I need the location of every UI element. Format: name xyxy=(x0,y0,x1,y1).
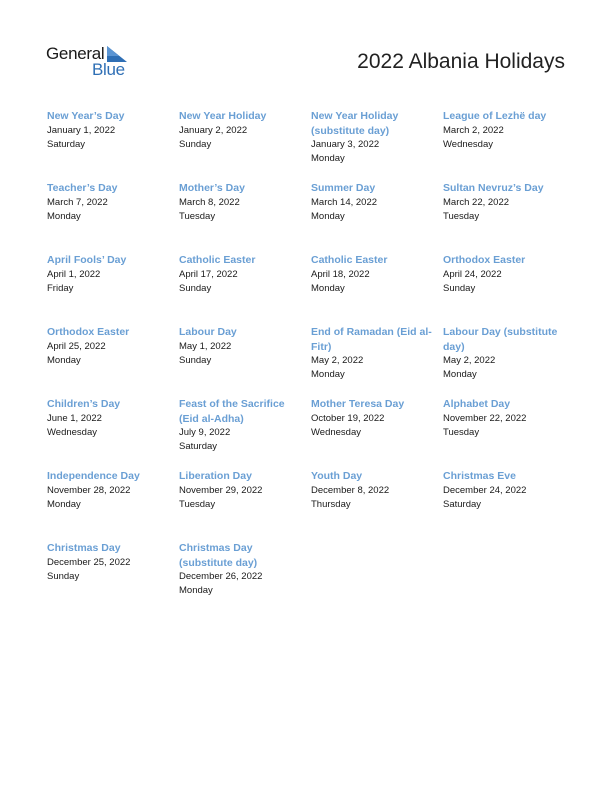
holiday-weekday: Saturday xyxy=(179,441,218,452)
holiday-name: Mother’s Day xyxy=(179,182,245,194)
holiday-item xyxy=(47,325,179,397)
holiday-name: Catholic Easter xyxy=(311,254,388,266)
holiday-date: July 9, 2022 xyxy=(179,427,231,438)
holiday-item xyxy=(179,397,311,469)
holiday-weekday: Saturday xyxy=(443,498,482,510)
holiday-item xyxy=(443,181,577,253)
holiday-date: January 2, 2022 xyxy=(179,124,248,136)
holiday-weekday: Monday xyxy=(443,369,477,380)
holiday-name: Christmas Day (substitute day) xyxy=(179,542,258,569)
holiday-weekday: Monday xyxy=(311,369,345,380)
holiday-name: Summer Day xyxy=(311,182,376,194)
holiday-item xyxy=(443,325,577,397)
holiday-date: December 26, 2022 xyxy=(179,571,263,582)
holiday-name: Teacher’s Day xyxy=(47,182,118,194)
holiday-item xyxy=(47,397,179,469)
holiday-date: May 1, 2022 xyxy=(179,340,232,352)
holiday-name: Orthodox Easter xyxy=(443,254,526,266)
holiday-item xyxy=(179,181,311,253)
holiday-date: January 1, 2022 xyxy=(47,124,116,136)
holiday-name: April Fools’ Day xyxy=(47,254,127,266)
holiday-name: New Year Holiday (substitute day) xyxy=(311,110,399,137)
holiday-weekday: Monday xyxy=(47,210,81,222)
holiday-item xyxy=(311,325,443,397)
holiday-item xyxy=(311,181,443,253)
holiday-date: November 22, 2022 xyxy=(443,412,527,424)
holiday-weekday: Sunday xyxy=(47,570,80,582)
holiday-weekday: Tuesday xyxy=(443,426,480,438)
holiday-weekday: Monday xyxy=(311,282,345,294)
holiday-weekday: Tuesday xyxy=(179,498,216,510)
holiday-weekday: Saturday xyxy=(47,138,86,150)
holiday-grid xyxy=(47,109,577,613)
holiday-weekday: Wednesday xyxy=(47,426,97,438)
holiday-weekday: Tuesday xyxy=(443,210,480,222)
holiday-name: League of Lezhë day xyxy=(443,110,547,122)
holiday-name: Liberation Day xyxy=(179,470,252,482)
holiday-name: Sultan Nevruz’s Day xyxy=(443,182,544,194)
holiday-weekday: Sunday xyxy=(179,138,212,150)
holiday-name: Labour Day xyxy=(179,326,237,338)
holiday-weekday: Thursday xyxy=(311,498,351,510)
holiday-date: March 7, 2022 xyxy=(47,196,108,208)
holiday-name: Labour Day (substitute day) xyxy=(443,326,558,353)
holiday-date: December 8, 2022 xyxy=(311,484,390,496)
holiday-weekday: Monday xyxy=(179,585,213,596)
holiday-item xyxy=(443,253,577,325)
holiday-name: Independence Day xyxy=(47,470,140,482)
holiday-date: April 18, 2022 xyxy=(311,268,370,280)
holiday-name: Catholic Easter xyxy=(179,254,256,266)
page-title: 2022 Albania Holidays xyxy=(357,50,565,73)
holiday-item xyxy=(179,541,311,613)
holiday-weekday: Monday xyxy=(311,153,345,164)
logo-text-blue: Blue xyxy=(92,60,125,79)
holiday-date: May 2, 2022 xyxy=(311,355,364,366)
holiday-item xyxy=(443,469,577,541)
holiday-item xyxy=(179,109,311,181)
holiday-item xyxy=(47,469,179,541)
holiday-name: Orthodox Easter xyxy=(47,326,130,338)
holiday-item xyxy=(47,109,179,181)
holiday-date: December 25, 2022 xyxy=(47,556,131,568)
holiday-item xyxy=(311,109,443,181)
holiday-weekday: Monday xyxy=(47,498,81,510)
holiday-item xyxy=(443,109,577,181)
holiday-name: Children’s Day xyxy=(47,398,121,410)
holiday-name: Feast of the Sacrifice (Eid al-Adha) xyxy=(179,398,285,425)
holiday-weekday: Friday xyxy=(47,282,74,294)
holiday-date: May 2, 2022 xyxy=(443,355,496,366)
holiday-name: Mother Teresa Day xyxy=(311,398,405,410)
holiday-date: April 25, 2022 xyxy=(47,340,106,352)
holiday-name: Christmas Day xyxy=(47,542,121,554)
holiday-item xyxy=(47,541,179,613)
holiday-weekday: Sunday xyxy=(179,354,212,366)
holiday-date: March 2, 2022 xyxy=(443,124,504,136)
holiday-date: December 24, 2022 xyxy=(443,484,527,496)
holiday-item xyxy=(179,325,311,397)
holiday-weekday: Sunday xyxy=(179,282,212,294)
holiday-date: November 29, 2022 xyxy=(179,484,263,496)
holiday-date: June 1, 2022 xyxy=(47,412,102,424)
holiday-item xyxy=(179,469,311,541)
holiday-item xyxy=(311,253,443,325)
holiday-name: Christmas Eve xyxy=(443,470,516,482)
holiday-item xyxy=(443,397,577,469)
holiday-date: April 1, 2022 xyxy=(47,268,101,280)
holiday-item xyxy=(311,397,443,469)
holiday-item xyxy=(179,253,311,325)
logo-text-general: General xyxy=(46,44,105,63)
holiday-date: October 19, 2022 xyxy=(311,412,385,424)
holiday-item xyxy=(47,181,179,253)
holiday-weekday: Monday xyxy=(47,354,81,366)
holiday-name: Youth Day xyxy=(311,470,363,482)
holiday-weekday: Monday xyxy=(311,210,345,222)
holiday-date: March 8, 2022 xyxy=(179,196,240,208)
holiday-name: Alphabet Day xyxy=(443,398,511,410)
holiday-date: January 3, 2022 xyxy=(311,139,380,150)
holiday-date: April 24, 2022 xyxy=(443,268,502,280)
holiday-weekday: Wednesday xyxy=(311,426,361,438)
generalblue-logo xyxy=(46,44,136,80)
holiday-weekday: Tuesday xyxy=(179,210,216,222)
holiday-name: End of Ramadan (Eid al-Fitr) xyxy=(311,326,432,353)
holiday-date: March 14, 2022 xyxy=(311,196,378,208)
holiday-weekday: Wednesday xyxy=(443,138,493,150)
holiday-name: New Year’s Day xyxy=(47,110,125,122)
holiday-item xyxy=(47,253,179,325)
holiday-date: April 17, 2022 xyxy=(179,268,238,280)
holiday-item xyxy=(311,469,443,541)
holiday-date: November 28, 2022 xyxy=(47,484,131,496)
holiday-weekday: Sunday xyxy=(443,282,476,294)
holiday-date: March 22, 2022 xyxy=(443,196,510,208)
holiday-name: New Year Holiday xyxy=(179,110,267,122)
